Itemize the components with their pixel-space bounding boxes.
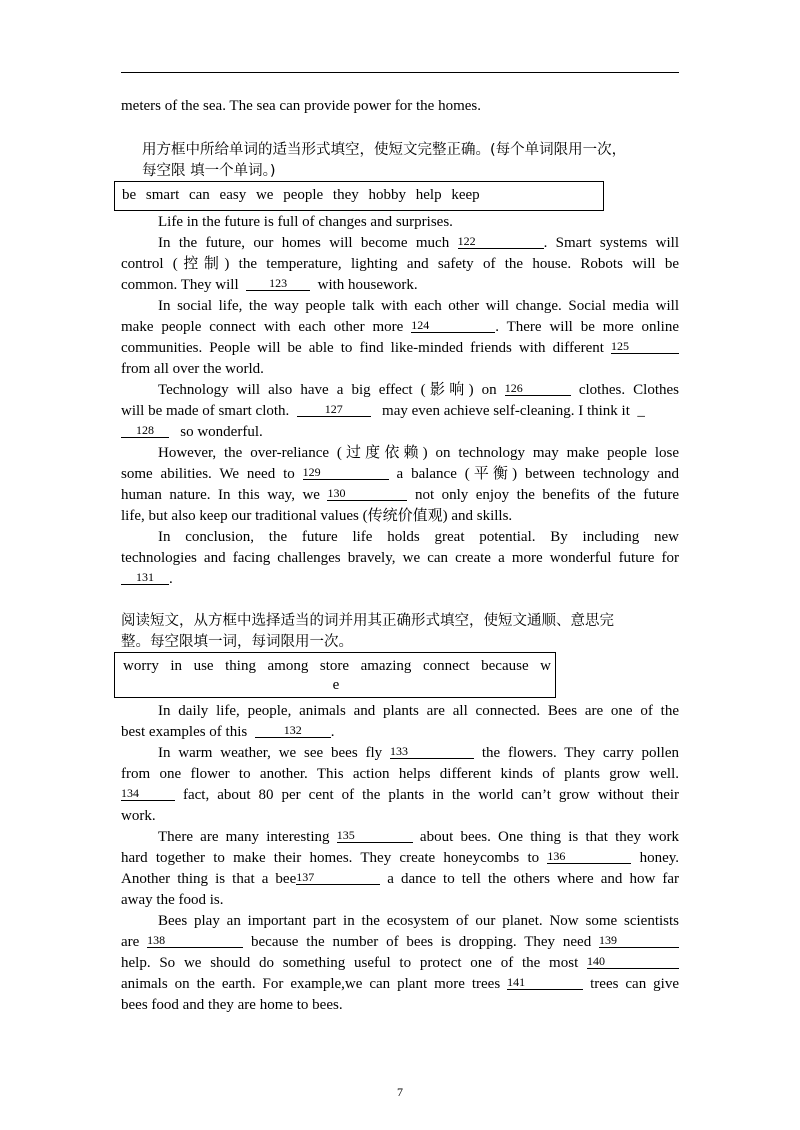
blank-124[interactable]: 124 bbox=[411, 318, 495, 333]
blank-132[interactable]: 132 bbox=[255, 723, 331, 738]
section1-instruction: 用方框中所给单词的适当形式填空，使短文完整正确。(每个单词限用一次， bbox=[142, 142, 627, 158]
blank-127[interactable]: 127 bbox=[297, 402, 371, 417]
page-number: 7 bbox=[397, 1085, 403, 1099]
text-line: some abilities. We need to 129 a balance (平衡) between technology and bbox=[121, 465, 680, 482]
section2-instruction-cont: 整。每空限填一词，每词限用一次。 bbox=[121, 634, 353, 650]
blank-131[interactable]: 131 bbox=[121, 570, 169, 585]
blank-141[interactable]: 141 bbox=[507, 975, 583, 990]
blank-122[interactable]: 122 bbox=[458, 234, 544, 249]
text-line: from one flower to another. This action helps different kinds of plants grow well. bbox=[121, 766, 679, 782]
blank-136[interactable]: 136 bbox=[547, 849, 631, 864]
text-line: animals on the earth. For example,we can plant more trees 141 trees can give bbox=[121, 975, 680, 992]
blank-137[interactable]: 137 bbox=[296, 870, 380, 885]
blank-138[interactable]: 138 bbox=[147, 933, 243, 948]
blank-130[interactable]: 130 bbox=[327, 486, 407, 501]
blank-134[interactable]: 134 bbox=[121, 786, 175, 801]
text-line: Bees play an important part in the ecosystem of our planet. Now some scientists bbox=[158, 913, 679, 929]
blank-139[interactable]: 139 bbox=[599, 933, 679, 948]
word-box-1 bbox=[114, 181, 604, 211]
text-line: help. So we should do something useful to protect one of the most 140 bbox=[121, 953, 679, 974]
text-line: 134 fact, about 80 per cent of the plants in the world can’t grow without their bbox=[121, 786, 680, 803]
text-line: 128 so wonderful. bbox=[121, 422, 679, 443]
blank-123[interactable]: 123 bbox=[246, 276, 310, 291]
blank-129[interactable]: 129 bbox=[303, 465, 389, 480]
text-line: make people connect with each other more 124 . There will be more online bbox=[121, 318, 679, 335]
text-line: Technology will also have a big effect (影响) on 126 clothes. Clothes bbox=[158, 381, 679, 398]
word-box-2-wrap: e bbox=[332, 677, 340, 693]
text-line: In warm weather, we see bees fly 133 the flowers. They carry pollen bbox=[158, 744, 680, 761]
text-line: from all over the world. bbox=[121, 361, 264, 377]
blank-125[interactable]: 125 bbox=[611, 339, 679, 354]
word-box-2 bbox=[114, 652, 556, 698]
text-line: human nature. In this way, we 130 not only enjoy the benefits of the future bbox=[121, 486, 680, 503]
text-line: In social life, the way people talk with each other will change. Social media will bbox=[158, 298, 679, 314]
text-line: meters of the sea. The sea can provide power for the homes. bbox=[121, 98, 482, 114]
text-line: technologies and facing challenges bravely, we can create a more wonderful future for bbox=[121, 550, 679, 566]
text-line: are 138 because the number of bees is dropping. They need 139 bbox=[121, 932, 679, 953]
blank-135[interactable]: 135 bbox=[337, 828, 413, 843]
text-line: In daily life, people, animals and plants are all connected. Bees are one of the bbox=[158, 703, 679, 719]
section2-instruction: 阅读短文，从方框中选择适当的词并用其正确形式填空，使短文通顺、意思完 bbox=[121, 613, 614, 629]
text-line: life, but also keep our traditional values (传统价值观) and skills. bbox=[121, 508, 513, 524]
word-box-1-words: be smart can easy we people they hobby help keep bbox=[122, 187, 480, 203]
text-line: control (控制) the temperature, lighting and safety of the house. Robots will be bbox=[121, 256, 679, 272]
blank-133[interactable]: 133 bbox=[390, 744, 474, 759]
word-box-2-words: worry in use thing among store amazing connect because w bbox=[123, 658, 551, 674]
text-line: Life in the future is full of changes and surprises. bbox=[158, 214, 453, 230]
section1-instruction-cont: 每空限 填一个单词。) bbox=[142, 163, 276, 179]
text-line: bees food and they are home to bees. bbox=[121, 997, 343, 1013]
blank-128[interactable]: 128 bbox=[121, 423, 169, 438]
text-line: away the food is. bbox=[121, 892, 224, 908]
text-line: best examples of this 132 . bbox=[121, 723, 335, 740]
blank-126[interactable]: 126 bbox=[505, 381, 571, 396]
blank-140[interactable]: 140 bbox=[587, 954, 679, 969]
text-line: 131 . bbox=[121, 569, 679, 590]
text-line: communities. People will be able to find like-minded friends with different 125 bbox=[121, 338, 679, 359]
text-line: will be made of smart cloth. 127 may even achieve self-cleaning. I think it _ bbox=[121, 402, 645, 419]
text-line: hard together to make their homes. They create honeycombs to 136 honey. bbox=[121, 849, 679, 866]
text-line: However, the over-reliance (过度依赖) on technology may make people lose bbox=[158, 445, 679, 461]
text-line: There are many interesting 135 about bees. One thing is that they work bbox=[158, 828, 679, 845]
header-rule bbox=[121, 72, 679, 73]
text-line: In the future, our homes will become much 122 . Smart systems will bbox=[158, 234, 679, 251]
text-line: Another thing is that a bee137 a dance to tell the others where and how far bbox=[121, 870, 679, 887]
text-line: common. They will 123 with housework. bbox=[121, 276, 418, 293]
text-line: work. bbox=[121, 808, 156, 824]
text-line: In conclusion, the future life holds great potential. By including new bbox=[158, 529, 679, 545]
